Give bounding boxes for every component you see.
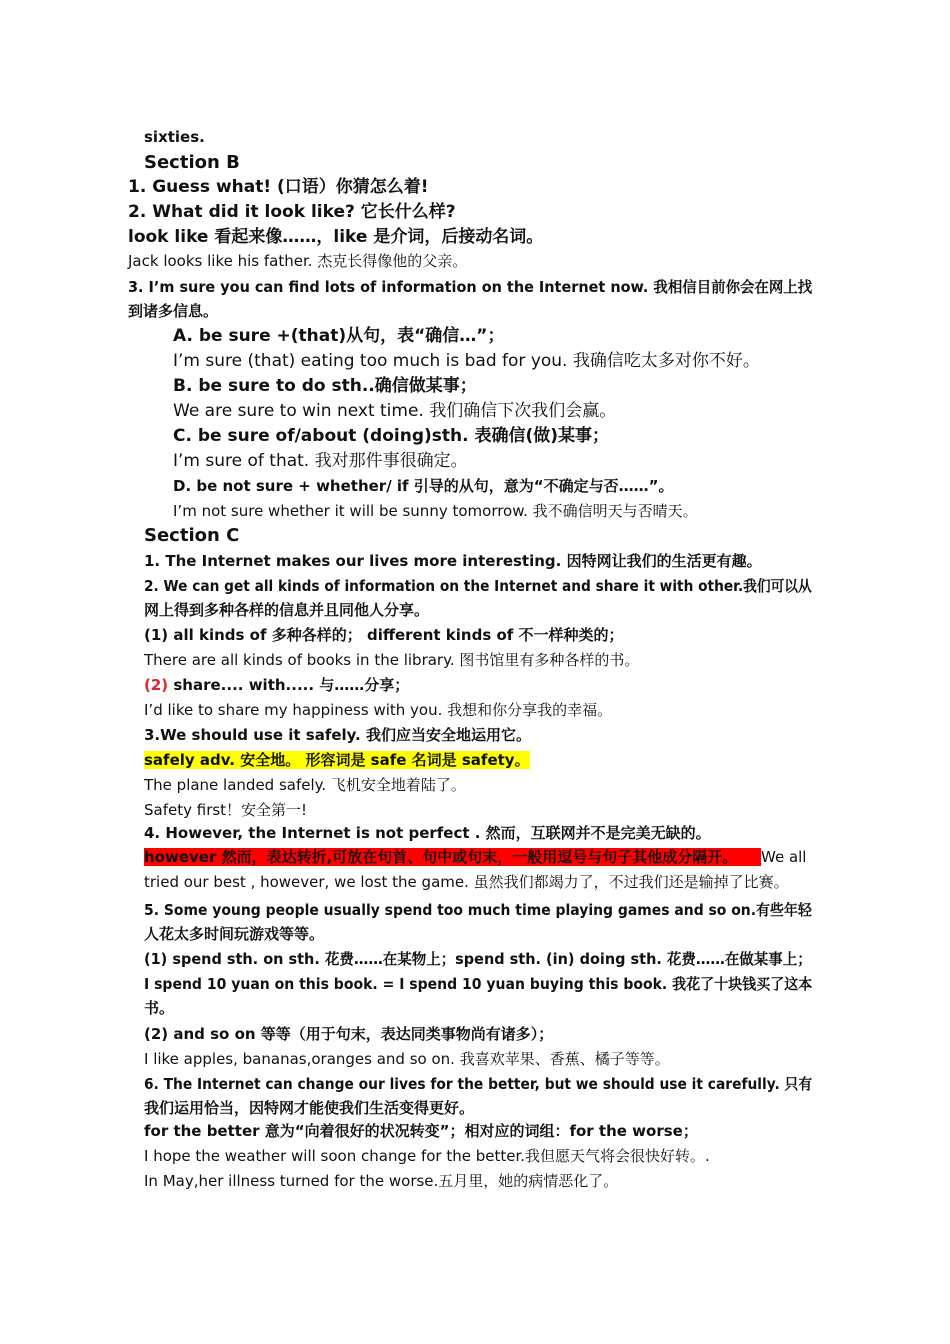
text-line: The plane landed safely. 飞机安全地着陆了。	[144, 776, 466, 794]
text-line: D. be not sure + whether/ if 引导的从句，意为“不确定与否……”。	[173, 477, 674, 495]
text-line: look like 看起来像……，like 是介词，后接动名词。	[128, 227, 544, 247]
text-line: 6. The Internet can change our lives for the better, but we should use it carefully. 只有	[144, 1075, 813, 1093]
text-line: We are sure to win next time. 我们确信下次我们会赢。	[173, 401, 617, 421]
text-line: B. be sure to do sth..确信做某事；	[173, 376, 477, 396]
text-line: There are all kinds of books in the library. 图书馆里有多种各样的书。	[144, 651, 640, 669]
text-line: (1) spend sth. on sth. 花费……在某物上；spend sth. (in) doing sth. 花费……在做某事上；	[144, 950, 812, 968]
text-line	[144, 676, 409, 694]
text-line: C. be sure of/about (doing)sth. 表确信(做)某事；	[173, 426, 610, 446]
text-line: 3. I’m sure you can find lots of information on the Internet now. 我相信目前你会在网上找	[128, 278, 813, 296]
text-line: for the better 意为“向着很好的状况转变”；相对应的词组：for the worse；	[144, 1122, 698, 1140]
text-line: I spend 10 yuan on this book. = I spend 10 yuan buying this book. 我花了十块钱买了这本	[144, 975, 813, 993]
text-line: (2) and so on 等等（用于句末，表达同类事物尚有诸多）；	[144, 1025, 554, 1043]
text-line: 书。	[144, 999, 175, 1017]
text-line: 3.We should use it safely. 我们应当安全地运用它。	[144, 726, 531, 744]
text-line: (1) all kinds of 多种各样的； different kinds of 不一样种类的；	[144, 626, 624, 644]
text-line: 1. Guess what! (口语）你猜怎么着!	[128, 177, 429, 197]
text-line: In May,her illness turned for the worse.五月里，她的病情恶化了。	[144, 1172, 619, 1190]
highlighted-line	[144, 848, 806, 866]
yellow-highlight: safely adv. 安全地。 形容词是 safe 名词是 safety。	[144, 751, 530, 769]
text-line: 5. Some young people usually spend too much time playing games and so on.有些年轻	[144, 901, 812, 919]
text-line: I hope the weather will soon change for the better.我但愿天气将会很快好转。.	[144, 1147, 710, 1165]
text-line: 2. We can get all kinds of information on the Internet and share it with other.我们可以从	[144, 577, 812, 595]
text-line: tried our best , however, we lost the game. 虽然我们都竭力了，不过我们还是输掉了比赛。	[144, 873, 789, 891]
text-line: I’m not sure whether it will be sunny tomorrow. 我不确信明天与否晴天。	[173, 502, 698, 520]
highlighted-line	[144, 751, 530, 769]
text-line: I’m sure of that. 我对那件事很确定。	[173, 451, 468, 471]
text-line: A. be sure +(that)从句，表“确信…”；	[173, 326, 505, 346]
text-line: sixties.	[144, 128, 205, 146]
section-heading: Section B	[144, 152, 240, 173]
text-line: 4. However, the Internet is not perfect . 然而，互联网并不是完美无缺的。	[144, 824, 711, 842]
red-marker: (2)	[144, 676, 169, 694]
text-line: I like apples, bananas,oranges and so on. 我喜欢苹果、香蕉、橘子等等。	[144, 1050, 670, 1068]
text-line: 我们运用恰当，因特网才能使我们生活变得更好。	[144, 1099, 475, 1117]
text-line: Jack looks like his father. 杰克长得像他的父亲。	[128, 252, 468, 270]
text-line: 到诸多信息。	[128, 302, 219, 320]
text-line: 2. What did it look like? 它长什么样?	[128, 202, 456, 222]
text-line: 1. The Internet makes our lives more interesting. 因特网让我们的生活更有趣。	[144, 552, 762, 570]
text-line: 人花太多时间玩游戏等等。	[144, 925, 325, 943]
section-heading: Section C	[144, 525, 240, 546]
text-fragment: We all	[761, 848, 807, 866]
text-fragment: share.... with..... 与……分享；	[168, 676, 410, 694]
text-line: I’m sure (that) eating too much is bad for you. 我确信吃太多对你不好。	[173, 351, 760, 371]
text-line: Safety first！安全第一!	[144, 801, 308, 819]
red-highlight: however 然而，表达转折,可放在句首、句中或句末，一般用逗号与句子其他成分隔开。	[144, 848, 761, 866]
text-line: 网上得到多种各样的信息并且同他人分享。	[144, 601, 430, 619]
text-line: I’d like to share my happiness with you. 我想和你分享我的幸福。	[144, 701, 613, 719]
